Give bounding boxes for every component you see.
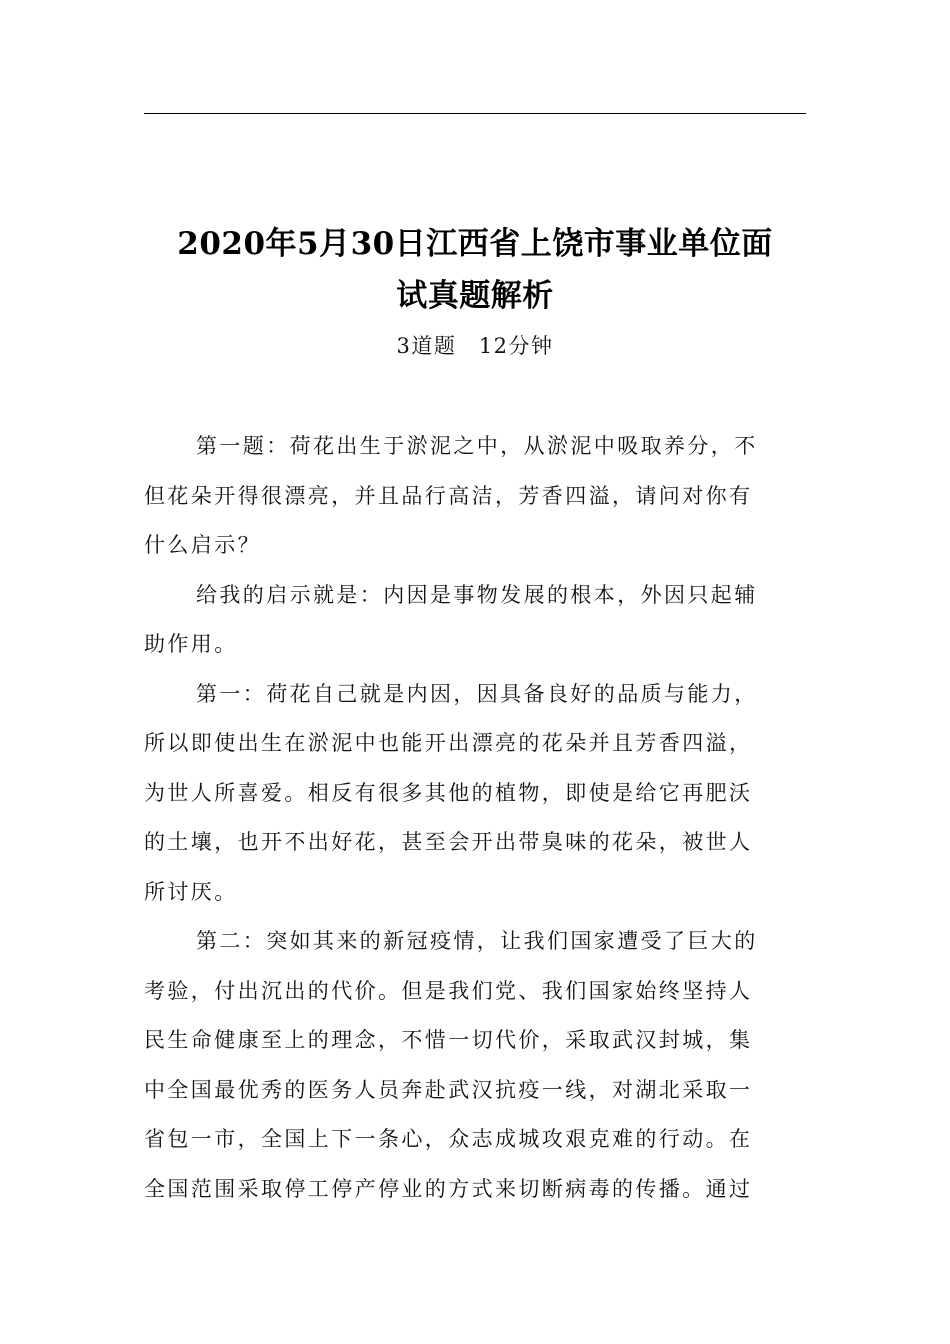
document-body — [144, 422, 808, 1214]
text-line: 考验，付出沉出的代价。但是我们党、我们国家始终坚持人 — [144, 978, 753, 1003]
text-line: 民生命健康至上的理念，不惜一切代价，采取武汉封城，集 — [144, 1028, 753, 1052]
document-title — [144, 218, 806, 322]
text-line: 为世人所喜爱。相反有很多其他的植物，即使是给它再肥沃 — [144, 780, 753, 805]
text-line: 省包一市，全国上下一条心，众志成城攻艰克难的行动。在 — [144, 1127, 753, 1151]
paragraph-answer-intro — [144, 571, 808, 670]
text-line: 但花朵开得很漂亮，并且品行高洁，芳香四溢，请问对你有 — [144, 483, 753, 508]
text-line: 全国范围采取停工停产停业的方式来切断病毒的传播。通过 — [144, 1176, 753, 1201]
paragraph-point-two — [144, 917, 808, 1214]
text-line: 助作用。 — [144, 632, 238, 656]
title-line: 试真题解析 — [396, 278, 554, 314]
text-line: 的土壤，也开不出好花，甚至会开出带臭味的花朵，被世人 — [144, 830, 753, 854]
paragraph-question-one — [144, 422, 808, 571]
text-line: 中全国最优秀的医务人员奔赴武汉抗疫一线，对湖北采取一 — [144, 1077, 753, 1102]
title-line: 2020年5月30日江西省上饶市事业单位面 — [177, 226, 773, 262]
text-line: 给我的启示就是：内因是事物发展的根本，外因只起辅 — [196, 582, 758, 607]
text-line: 第一题：荷花出生于淤泥之中，从淤泥中吸取养分，不 — [196, 434, 758, 458]
text-line: 第二：突如其来的新冠疫情，让我们国家遭受了巨大的 — [196, 929, 758, 953]
document-subtitle: 3道题 12分钟 — [396, 334, 554, 358]
text-line: 所讨厌。 — [144, 879, 238, 904]
text-line: 所以即使出生在淤泥中也能开出漂亮的花朵并且芳香四溢， — [144, 731, 753, 755]
text-line: 什么启示？ — [144, 533, 261, 557]
text-line: 第一：荷花自己就是内因，因具备良好的品质与能力， — [196, 681, 758, 706]
header-rule — [144, 113, 806, 114]
paragraph-point-one — [144, 670, 808, 918]
